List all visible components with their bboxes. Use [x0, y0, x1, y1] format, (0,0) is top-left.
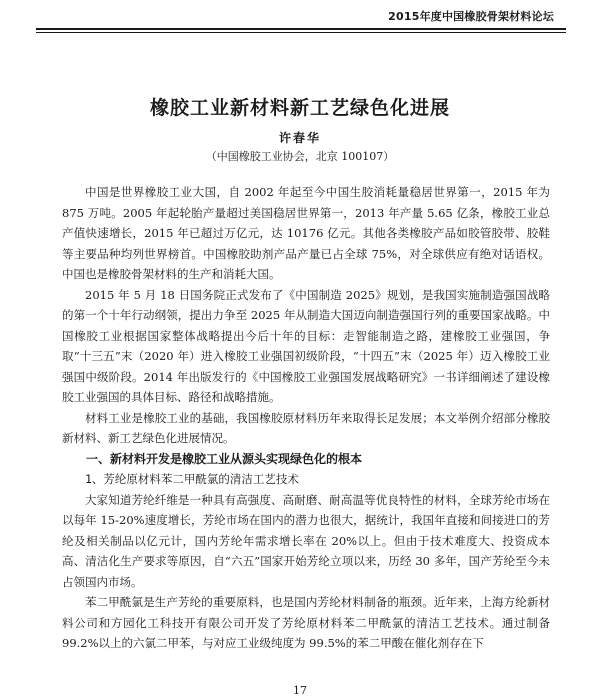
- paragraph: 苯二甲酰氯是生产芳纶的重要原料，也是国内芳纶材料制备的瓶颈。近年来，上海方纶新材料公司和方园化工科技开有限公司开发了芳纶原材料苯二甲酰氯的清洁工艺技术。通过制备 99.2%以上的六氯二甲苯，与对应工业级纯度为 99.5%的苯二甲酸在催化剂存在下: [62, 595, 550, 650]
- author-name: 许春华: [278, 131, 321, 145]
- section-heading: 一、新材料开发是橡胶工业从源头实现绿色化的根本: [86, 451, 363, 466]
- subsection-heading: 1、芳纶原材料苯二甲酰氯的清洁工艺技术: [85, 472, 299, 486]
- paper-title: 橡胶工业新材料新工艺绿色化进展: [149, 97, 450, 119]
- header-rule-thin: [36, 32, 566, 33]
- body-text: [62, 182, 550, 654]
- page-number: 17: [293, 684, 307, 697]
- author-affiliation: （中国橡胶工业协会，北京 100107）: [205, 150, 395, 163]
- paragraph: 中国是世界橡胶工业大国，自 2002 年起至今中国生胶消耗量稳居世界第一，2015 年为 875 万吨。2005 年起轮胎产量超过美国稳居世界第一，2013 年产量 5.65 亿条，橡胶工业总产值快速增长，2015 年已超过万亿元，达 10176 亿元。其他各类橡胶产品如胶管胶带、胶鞋等主要品种均列世界榜首。中国橡胶助剂产品产量已占全球 75%，对全球供应有绝对话语权。中国也是橡胶骨架材料的生产和消耗大国。: [62, 185, 550, 281]
- paragraph: 2015 年 5 月 18 日国务院正式发布了《中国制造 2025》规划，是我国实施制造强国战略的第一个十年行动纲领，提出力争至 2025 年从制造大国迈向制造强国行列的重要国家战略。中国橡胶工业根据国家整体战略提出今后十年的目标：走智能制造之路，建橡胶工业强国，争取“十三五”末（2020 年）进入橡胶工业强国初级阶段，“十四五”末（2025 年）迈入橡胶工业强国中级阶段。2014 年出版发行的《中国橡胶工业强国发展战略研究》一书详细阐述了建设橡胶工业强国的具体目标、路径和战略措施。: [62, 287, 550, 404]
- paragraph: 材料工业是橡胶工业的基础，我国橡胶原材料历年来取得长足发展；本文举例介绍部分橡胶新材料、新工艺绿色化进展情况。: [62, 410, 550, 445]
- running-header: 2015年度中国橡胶骨架材料论坛: [388, 10, 554, 23]
- paragraph: 大家知道芳纶纤维是一种具有高强度、高耐磨、耐高温等优良特性的材料，全球芳纶市场在以每年 15-20%速度增长，芳纶市场在国内的潜力也很大，据统计，我国年直接和间接进口的芳纶及相关制品以亿元计，国内芳纶年需求增长率在 20%以上。但由于技术难度大、投资成本高、清洁化生产要求等原因，自“六五”国家开始芳纶立项以来，历经 30 多年，国产芳纶至今未占领国内市场。: [62, 492, 550, 589]
- header-rule: [36, 28, 566, 30]
